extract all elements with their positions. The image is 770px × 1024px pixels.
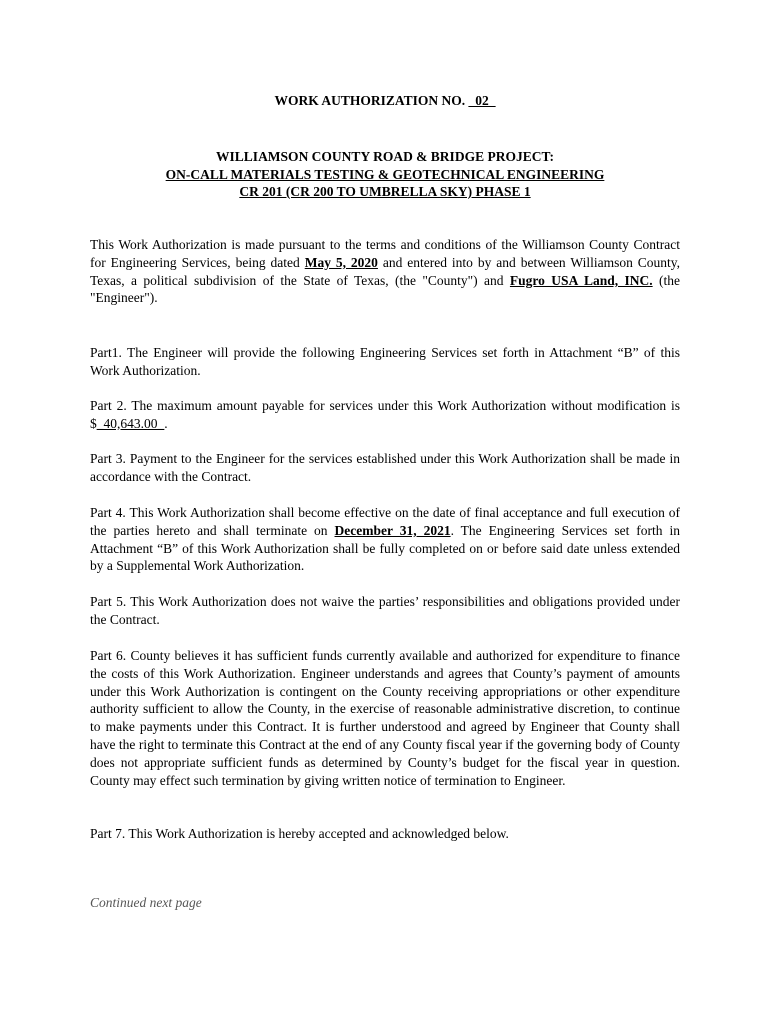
work-authorization-title [0, 93, 770, 109]
part-4-text-1: Part 4. This Work Authorization shall become effective on the date of final acceptance and full execution of the parties hereto and shall terminate on [90, 505, 680, 538]
intro-text-3: (the "Engineer"). [90, 272, 680, 306]
intro-text-1: This Work Authorization is made pursuant to the terms and conditions of the Williamson County Contract for Engineering Services, being dated [90, 237, 680, 270]
part-4-paragraph [90, 504, 680, 575]
maximum-amount: _40,643.00_ [96, 415, 165, 431]
project-line-1: WILLIAMSON COUNTY ROAD & BRIDGE PROJECT: [216, 149, 554, 164]
part-2-end: . [164, 415, 168, 431]
part-2-text: Part 2. The maximum amount payable for services under this Work Authorization without modification is $ [90, 398, 680, 431]
part-4-text-2: . The Engineering Services set forth in Attachment “B” of this Work Authorization shall be fully completed on or before said date unless extended by a Supplemental Work Authorization. [90, 522, 681, 574]
continued-next-page: Continued next page [90, 895, 202, 910]
contract-date: May 5, 2020 [304, 254, 378, 270]
project-heading [0, 148, 770, 201]
intro-text-2: and entered into by and between Williamson County, Texas, a political subdivision of the State of Texas, (the "County") and [90, 254, 680, 288]
part-2-paragraph [90, 397, 680, 433]
intro-paragraph [90, 236, 680, 307]
part-1-paragraph: Part1. The Engineer will provide the following Engineering Services set forth in Attachment “B” of this Work Authorization. [90, 345, 680, 378]
part-6-paragraph: Part 6. County believes it has sufficient funds currently available and authorized for expenditure to finance the costs of this Work Authorization. Engineer understands and agrees that County’s payment of amounts under this Work Authorization is contingent on the County receiving appropriations or other expenditure authority sufficient to allow the County, in the exercise of reasonable administrative discretion, to continue to make payments under this Contract. It is further understood and agreed by Engineer that County shall have the right to terminate this Contract at the end of any County fiscal year if the governing body of County does not appropriate sufficient funds as determined by County’s budget for the fiscal year in question. County may effect such termination by giving written notice of termination to Engineer. [90, 648, 680, 788]
engineer-name: Fugro USA Land, INC. [509, 272, 653, 288]
work-authorization-number: _02_ [468, 93, 496, 108]
project-line-2: ON-CALL MATERIALS TESTING & GEOTECHNICAL ENGINEERING [165, 166, 605, 182]
part-3-paragraph: Part 3. Payment to the Engineer for the services established under this Work Authorization shall be made in accordance with the Contract. [90, 451, 680, 484]
termination-date: December 31, 2021 [334, 522, 451, 538]
title-prefix: WORK AUTHORIZATION NO. [274, 93, 466, 108]
project-line-3: CR 201 (CR 200 TO UMBRELLA SKY) PHASE 1 [239, 184, 531, 199]
part-7-paragraph: Part 7. This Work Authorization is hereby accepted and acknowledged below. [90, 826, 509, 841]
part-5-paragraph: Part 5. This Work Authorization does not waive the parties’ responsibilities and obligations provided under the Contract. [90, 594, 680, 627]
